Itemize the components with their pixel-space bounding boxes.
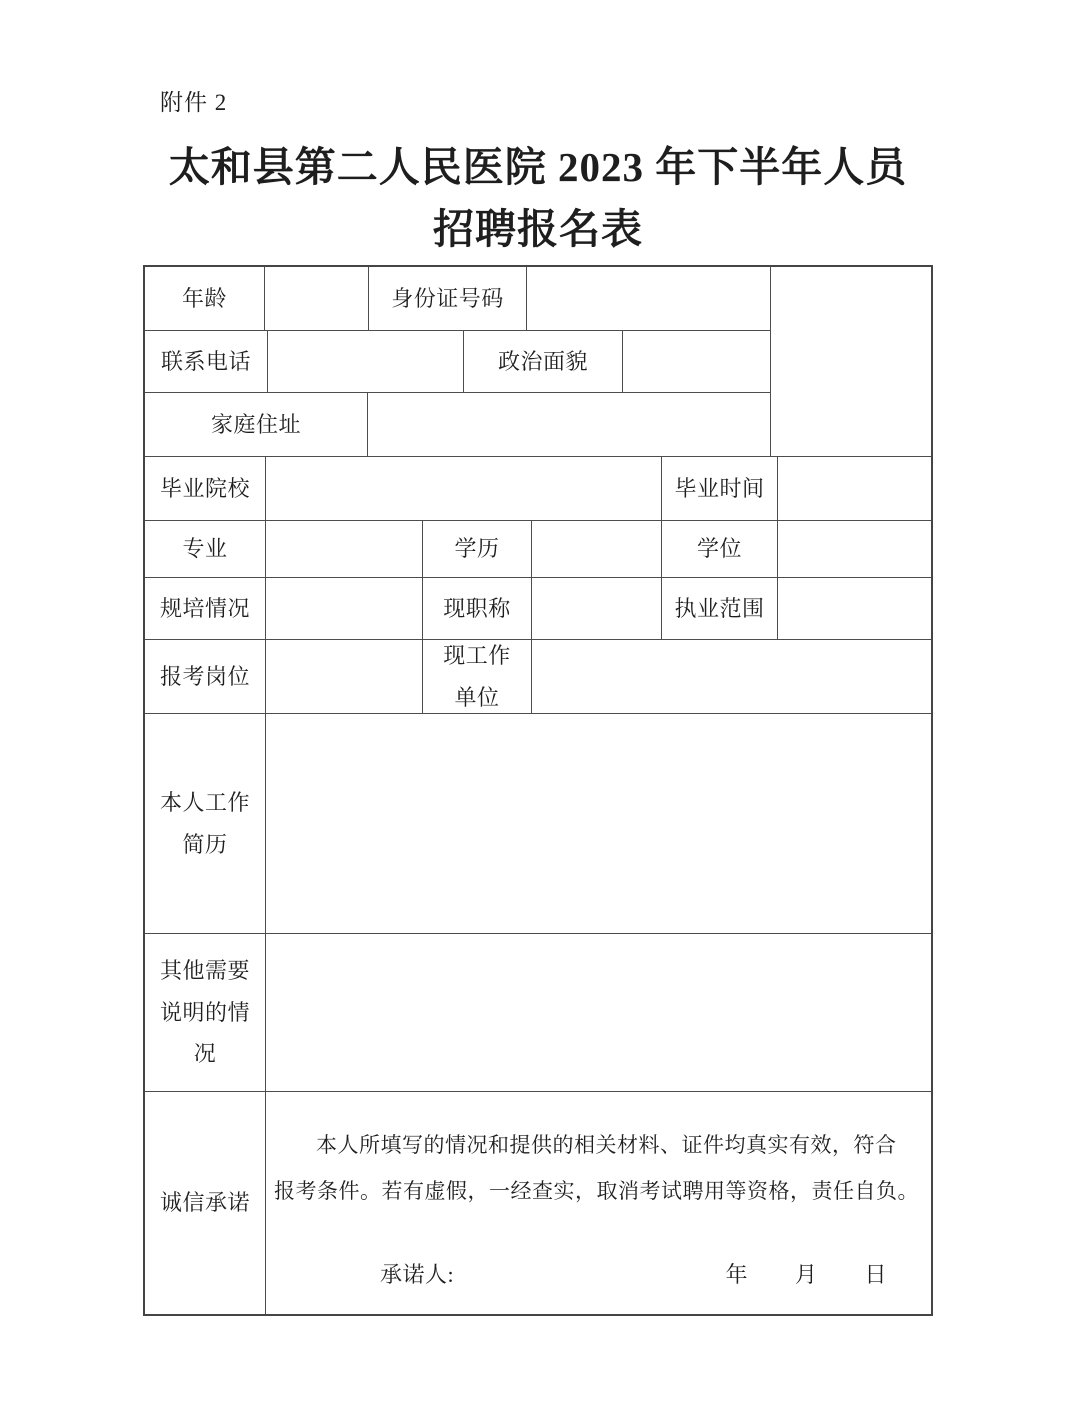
table-row-age-id	[145, 267, 771, 331]
residency-training-label: 规培情况	[145, 578, 266, 640]
table-row-integrity-pledge	[145, 1092, 931, 1314]
applied-position-value-cell	[266, 640, 423, 714]
work-resume-label: 本人工作简历	[145, 714, 266, 934]
phone-value-cell	[268, 331, 464, 393]
table-row-training-title-scope	[145, 578, 931, 640]
table-row-work-resume	[145, 714, 931, 934]
page-title-line1: 太和县第二人民医院 2023 年下半年人员	[168, 144, 908, 190]
residency-training-value-cell	[266, 578, 423, 640]
form-top-section	[145, 267, 931, 457]
education-value-cell	[532, 521, 662, 578]
degree-label: 学位	[662, 521, 778, 578]
attachment-label: 附件 2	[160, 90, 228, 115]
home-address-value-cell	[368, 393, 771, 457]
graduation-date-value-cell	[778, 457, 931, 521]
age-value-cell	[265, 267, 369, 331]
degree-value-cell	[778, 521, 931, 578]
pledge-date-month: 月	[794, 1262, 818, 1287]
table-row-other-notes	[145, 934, 931, 1092]
graduation-date-label: 毕业时间	[662, 457, 778, 521]
table-row-graduation	[145, 457, 931, 521]
major-label: 专业	[145, 521, 266, 578]
practice-scope-value-cell	[778, 578, 931, 640]
pledge-date-group	[725, 1254, 887, 1296]
major-value-cell	[266, 521, 423, 578]
pledge-date-day: 日	[864, 1262, 887, 1287]
pledge-body-text	[274, 1122, 923, 1214]
political-status-value-cell	[623, 331, 771, 393]
page-title-line2: 招聘报名表	[433, 206, 643, 252]
application-form-table	[143, 265, 933, 1316]
table-row-position-employer	[145, 640, 931, 714]
work-resume-value-cell	[266, 714, 931, 934]
other-notes-label: 其他需要说明的情况	[145, 934, 266, 1092]
pledge-date-year: 年	[725, 1262, 748, 1287]
table-row-phone-political	[145, 331, 771, 393]
current-title-label: 现职称	[423, 578, 532, 640]
table-row-address	[145, 393, 771, 457]
current-employer-value-cell	[532, 640, 931, 714]
current-title-value-cell	[532, 578, 662, 640]
other-notes-value-cell	[266, 934, 931, 1092]
pledge-body-line1: 本人所填写的情况和提供的相关材料、证件均真实有效，符合	[316, 1133, 897, 1157]
education-label: 学历	[423, 521, 532, 578]
age-label: 年龄	[145, 267, 265, 331]
pledge-signer-label: 承诺人:	[380, 1262, 455, 1287]
home-address-label: 家庭住址	[145, 393, 368, 457]
phone-label: 联系电话	[145, 331, 268, 393]
graduation-school-label: 毕业院校	[145, 457, 266, 521]
graduation-school-value-cell	[266, 457, 662, 521]
integrity-pledge-label: 诚信承诺	[145, 1092, 266, 1314]
integrity-pledge-content	[266, 1092, 931, 1314]
photo-area	[771, 267, 931, 457]
pledge-sign-row	[274, 1254, 923, 1296]
political-status-label: 政治面貌	[464, 331, 623, 393]
id-number-value-cell	[527, 267, 771, 331]
page-title	[143, 136, 933, 260]
applied-position-label: 报考岗位	[145, 640, 266, 714]
pledge-body-line2: 报考条件。若有虚假，一经查实，取消考试聘用等资格，责任自负。	[274, 1179, 919, 1203]
current-employer-label: 现工作单位	[423, 640, 532, 714]
table-row-major-education-degree	[145, 521, 931, 578]
practice-scope-label: 执业范围	[662, 578, 778, 640]
id-number-label: 身份证号码	[369, 267, 527, 331]
